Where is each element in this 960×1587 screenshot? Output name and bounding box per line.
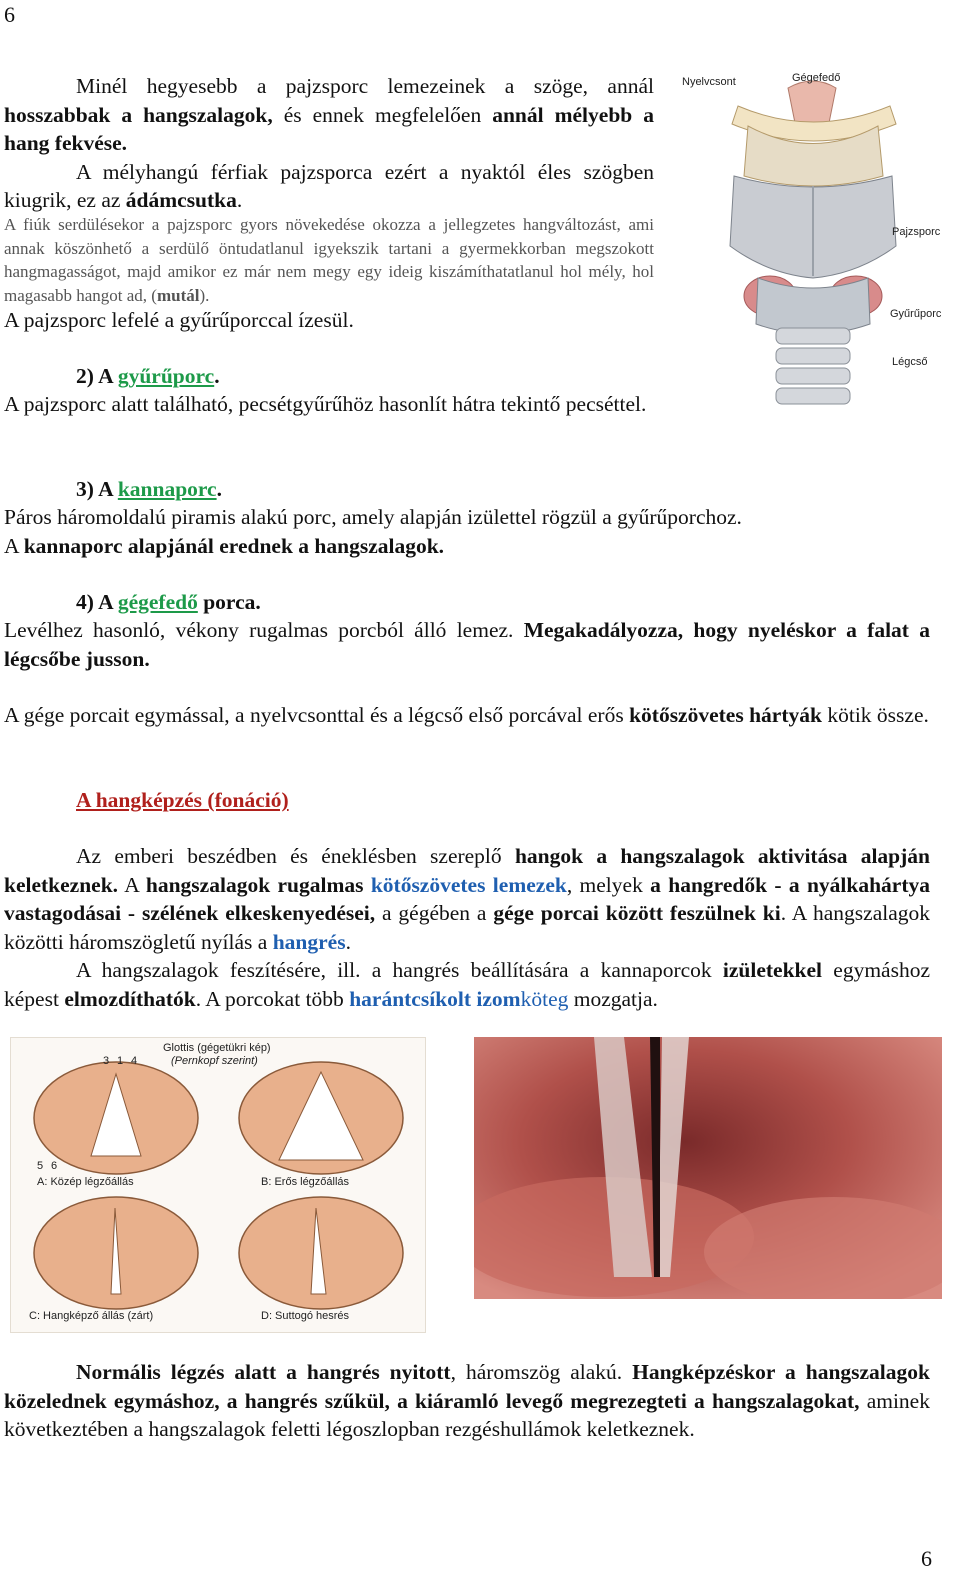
label-hyoid: Nyelvcsont bbox=[682, 76, 736, 88]
label-cricoid: Gyűrűporc bbox=[890, 308, 942, 320]
epiglottis-link[interactable]: gégefedő bbox=[117, 590, 198, 614]
glottis-caption-a: A: Közép légzőállás bbox=[37, 1176, 134, 1188]
section-2-text: A pajzsporc alatt található, pecsétgyűrűhöz hasonlít hátra tekintő pecséttel. bbox=[4, 392, 647, 416]
glottis-caption-b: B: Erős légzőállás bbox=[261, 1176, 350, 1188]
section-3-heading: 3) A kannaporc. bbox=[76, 477, 222, 501]
intro-sentence-3: A pajzsporc lefelé a gyűrűporccal ízesül. bbox=[4, 308, 354, 332]
section-2-heading: 2) A gyűrűporc. bbox=[76, 364, 220, 388]
glottis-num-1: 1 bbox=[117, 1055, 124, 1067]
label-epiglottis: Gégefedő bbox=[792, 72, 841, 84]
label-thyroid: Pajzsporc bbox=[892, 226, 941, 238]
intro-sentence-1: Minél hegyesebb a pajzsporc lemezeinek a szöge, annál hosszabbak a hangszalagok, és ennek megfelelően annál mélyebb a hang fekvése. bbox=[4, 74, 654, 155]
phonation-p2: A hangszalagok feszítésére, ill. a hangrés beállítására a kannaporcok izületekkel egymáshoz képest elmozdíthatók. A porcokat több harántcsíkolt izomköteg mozgatja. bbox=[4, 958, 931, 1011]
glottis-caption-d: D: Suttogó hesrés bbox=[261, 1310, 350, 1322]
glottis-title-2: (Pernkopf szerint) bbox=[171, 1055, 258, 1067]
cricoid-link[interactable]: gyűrűporc bbox=[117, 364, 215, 388]
page-number-bottom: 6 bbox=[921, 1546, 932, 1571]
glottis-title-1: Glottis (gégetükri kép) bbox=[163, 1042, 271, 1054]
phonation-paragraph bbox=[4, 842, 930, 1013]
glottis-caption-c: C: Hangképző állás (zárt) bbox=[29, 1310, 154, 1322]
label-trachea: Légcső bbox=[892, 356, 928, 368]
section-3-text: Páros háromoldalú piramis alakú porc, amely alapján izülettel rögzül a gyűrűporchoz. A kannaporc alapjánál erednek a hangszalagok. bbox=[4, 505, 742, 558]
glottis-num-4: 4 bbox=[131, 1055, 138, 1067]
final-paragraph: Normális légzés alatt a hangrés nyitott, háromszög alakú. Hangképzéskor a hangszalagok közelednek egymáshoz, a hangrés szűkül, a kiáramló levegő megrezegteti a hangszalagokat, aminek következtében a hangszalagok feletti légoszlopban rezgéshullámok keletkeznek. bbox=[4, 1360, 930, 1441]
larynx-illustration bbox=[678, 66, 950, 416]
intro-sentence-2: A mélyhangú férfiak pajzsporca ezért a nyaktól éles szögben kiugrik, ez az ádámcsutka. bbox=[4, 159, 654, 212]
section-4-text: Levélhez hasonló, vékony rugalmas porcból álló lemez. Megakadályozza, hogy nyeléskor a falat a légcsőbe jusson. bbox=[4, 618, 930, 671]
glottis-num-5: 5 bbox=[37, 1160, 44, 1172]
phonation-p1: Az emberi beszédben és éneklésben szereplő hangok a hangszalagok aktivitása alapján keletkeznek. A hangszalagok rugalmas kötőszövetes lemezek, melyek a hangredők - a nyálkahártya vastagodásai - szélének elkeskenyedései, a gégében a gége porcai között feszülnek ki. A hangszalagok közötti háromszögletű nyílás a hangrés. bbox=[4, 844, 931, 954]
glottis-num-6: 6 bbox=[51, 1160, 58, 1172]
glottis-num-3: 3 bbox=[103, 1055, 110, 1067]
vocal-cords-photo bbox=[474, 1037, 942, 1299]
phonation-heading: A hangképzés (fonáció) bbox=[76, 788, 289, 812]
section-4-heading: 4) A gégefedő porca. bbox=[76, 590, 261, 614]
connective-paragraph: A gége porcait egymással, a nyelvcsonttal és a légcső első porcával erős kötőszövetes hártyák kötik össze. bbox=[4, 703, 929, 727]
glottis-diagram bbox=[10, 1037, 426, 1333]
intro-paragraph bbox=[4, 72, 654, 215]
puberty-note: A fiúk serdülésekor a pajzsporc gyors növekedése okozza a jellegzetes hangváltozást, ami annak köszönhető a serdülő öntudatlanul igyekszik tartani a gyermekkorban megszokott hangmagasságot, majd amikor ez már nem megy egy ideig kiszámíthatatlanul hol mély, hol magasabb hangot ad, (mutál). bbox=[4, 215, 654, 305]
page-number-top: 6 bbox=[4, 2, 15, 27]
arytenoid-link[interactable]: kannaporc bbox=[117, 477, 217, 501]
